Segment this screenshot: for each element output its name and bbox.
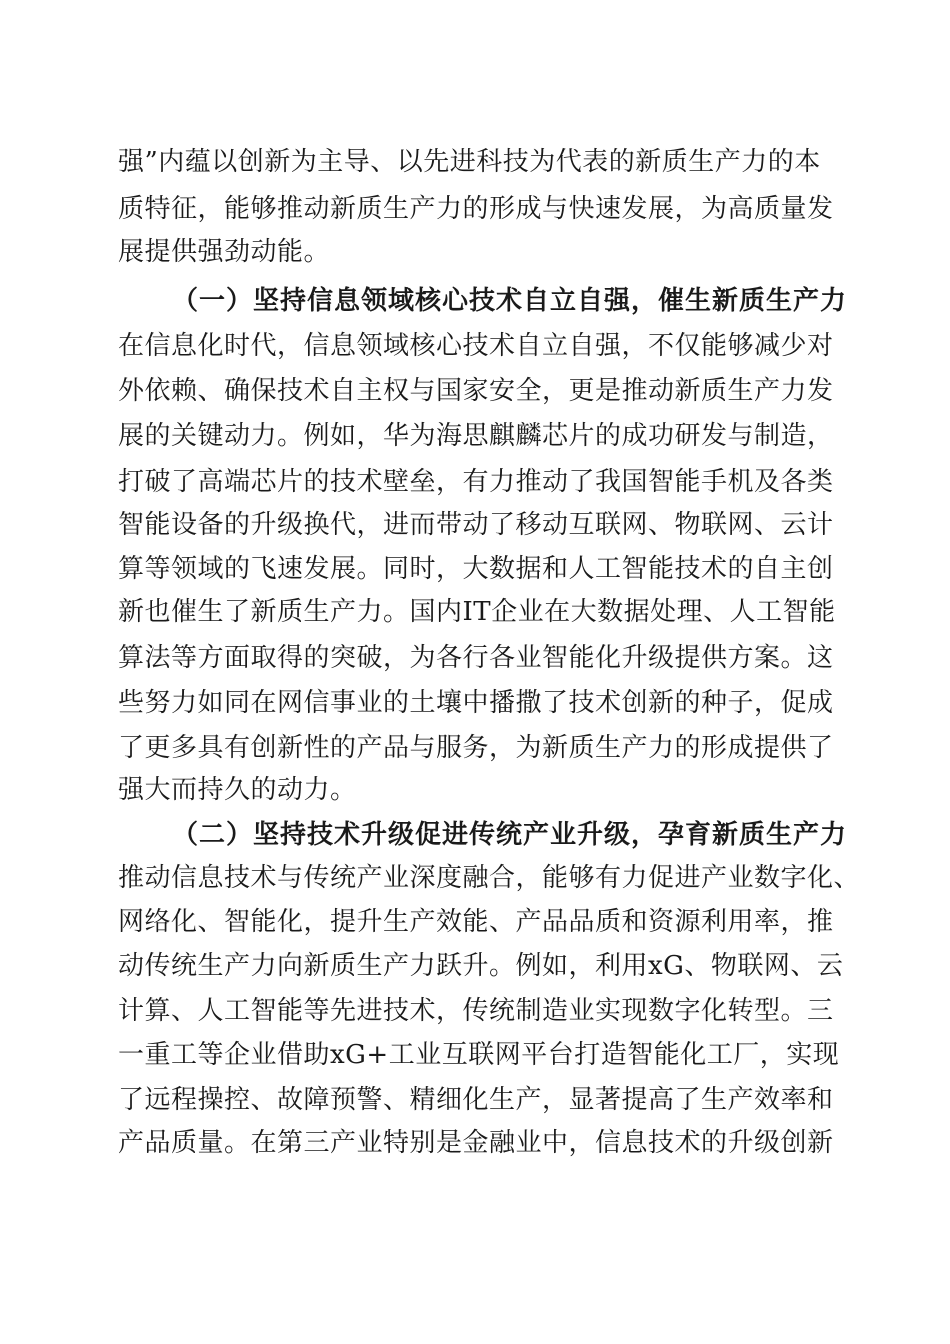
text-line: 质特征，能够推动新质生产力的形成与快速发展，为高质量发: [118, 194, 834, 224]
section-heading-1: （一）坚持信息领域核心技术自立自强，催生新质生产力: [172, 286, 848, 316]
text-line: 些努力如同在网信事业的土壤中播撒了技术创新的种子，促成: [118, 688, 834, 718]
text-line: 产品质量。在第三产业特别是金融业中，信息技术的升级创新: [118, 1128, 834, 1158]
text-line: 推动信息技术与传统产业深度融合，能够有力促进产业数字化、: [118, 863, 861, 893]
section-heading-2: （二）坚持技术升级促进传统产业升级，孕育新质生产力: [172, 820, 848, 850]
text-line: 算等领域的飞速发展。同时，大数据和人工智能技术的自主创: [118, 554, 834, 584]
text-line: 新也催生了新质生产力。国内IT企业在大数据处理、人工智能: [118, 597, 836, 627]
text-line: 强大而持久的动力。: [118, 775, 357, 805]
text-line: 智能设备的升级换代，进而带动了移动互联网、物联网、云计: [118, 510, 834, 540]
text-line: 打破了高端芯片的技术壁垒，有力推动了我国智能手机及各类: [118, 467, 834, 497]
text-line: 了更多具有创新性的产品与服务，为新质生产力的形成提供了: [118, 733, 834, 763]
text-line: 展提供强劲动能。: [118, 237, 331, 267]
text-line: 展的关键动力。例如，华为海思麒麟芯片的成功研发与制造，: [118, 421, 834, 451]
text-line: 算法等方面取得的突破，为各行各业智能化升级提供方案。这: [118, 643, 834, 673]
text-line: 计算、人工智能等先进技术，传统制造业实现数字化转型。三: [118, 996, 834, 1026]
text-line: 外依赖、确保技术自主权与国家安全，更是推动新质生产力发: [118, 376, 834, 406]
text-line: 强”内蕴以创新为主导、以先进科技为代表的新质生产力的本: [118, 147, 821, 177]
text-line: 了远程操控、故障预警、精细化生产，显著提高了生产效率和: [118, 1085, 834, 1115]
text-line: 一重工等企业借助xG+工业互联网平台打造智能化工厂，实现: [118, 1040, 840, 1070]
text-line: 在信息化时代，信息领域核心技术自立自强，不仅能够减少对: [118, 331, 834, 361]
text-line: 网络化、智能化，提升生产效能、产品品质和资源利用率，推: [118, 907, 834, 937]
text-line: 动传统生产力向新质生产力跃升。例如，利用xG、物联网、云: [118, 951, 844, 981]
